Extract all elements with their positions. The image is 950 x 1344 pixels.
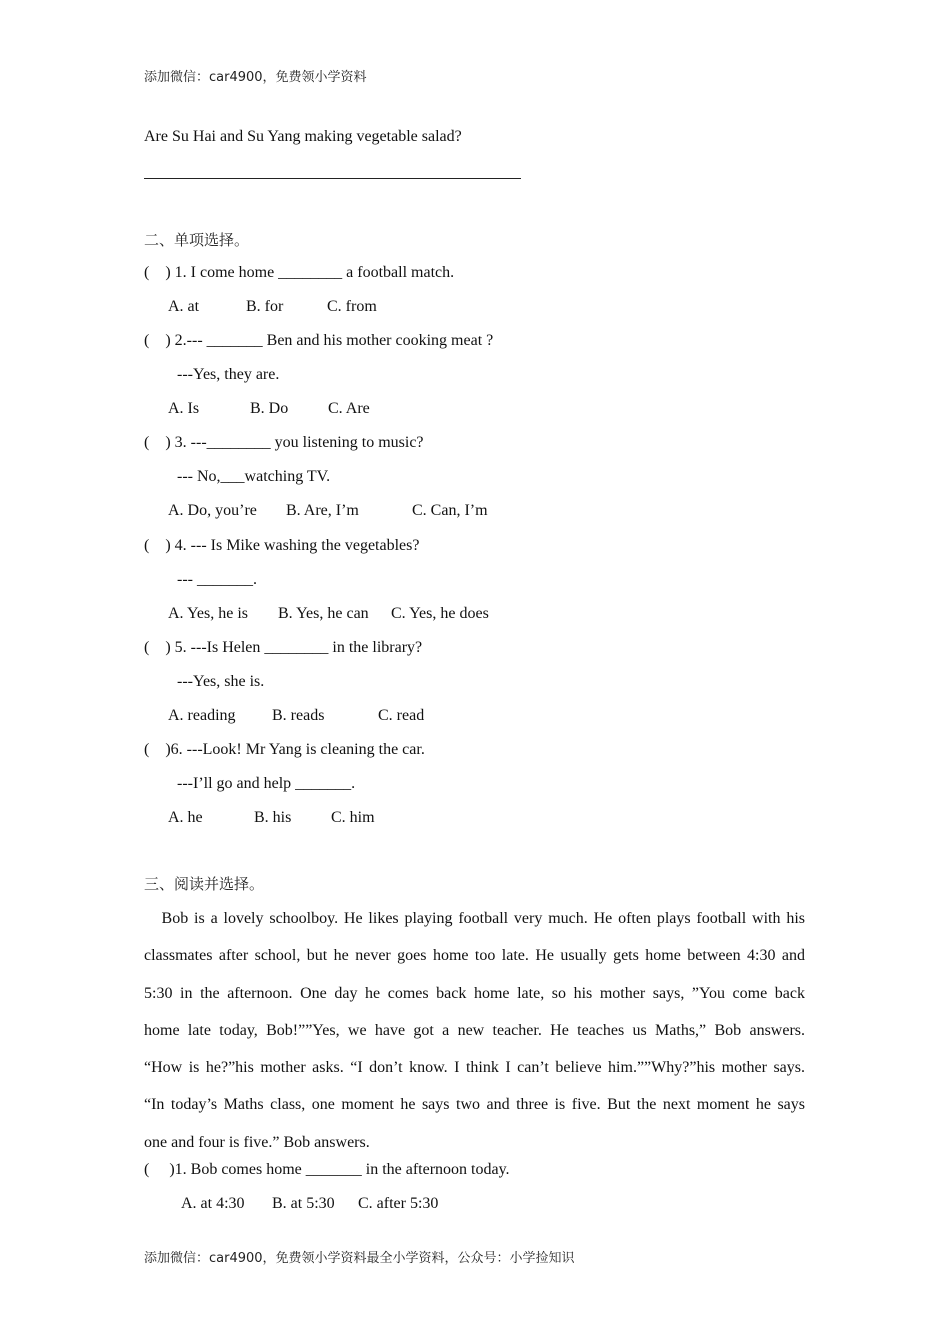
question-5-option-b: B. reads <box>272 707 325 724</box>
question-6-reply: ---I’ll go and help _______. <box>177 775 356 792</box>
question-5-option-a: A. reading <box>168 707 236 724</box>
question-2-stem: ( ) 2.--- _______ Ben and his mother cooking meat ? <box>144 332 494 349</box>
question-1-option-c: C. from <box>327 298 377 315</box>
question-3-option-a: A. Do, you’re <box>168 502 257 519</box>
question-2-reply: ---Yes, they are. <box>177 366 280 383</box>
question-6-option-b: B. his <box>254 809 292 826</box>
question-1-stem: ( ) 1. I come home ________ a football match. <box>144 264 455 281</box>
question-3-reply: --- No,___watching TV. <box>177 468 331 485</box>
top-question: Are Su Hai and Su Yang making vegetable salad? <box>144 128 462 145</box>
question-2-option-b: B. Do <box>250 400 289 417</box>
passage-line: “How is he?”his mother asks. “I don’t know. I think I can’t believe him.””Why?”his mother says. <box>144 1059 805 1077</box>
question-3-option-b: B. Are, I’m <box>286 502 359 519</box>
passage-line: classmates after school, but he never goes home too late. He usually gets home between 4:30 and <box>144 947 805 965</box>
question-2-option-a: A. Is <box>168 400 200 417</box>
question-5-stem: ( ) 5. ---Is Helen ________ in the library? <box>144 639 423 656</box>
reading-option-a: A. at 4:30 <box>181 1195 245 1212</box>
question-5-reply: ---Yes, she is. <box>177 673 265 690</box>
passage-line: one and four is five.” Bob answers. <box>144 1133 370 1151</box>
question-4-reply: --- _______. <box>177 571 257 588</box>
question-3-stem: ( ) 3. ---________ you listening to music? <box>144 434 424 451</box>
question-4-stem: ( ) 4. --- Is Mike washing the vegetables? <box>144 537 420 554</box>
question-4-option-c: C. Yes, he does <box>391 605 489 622</box>
question-5-option-c: C. read <box>378 707 425 724</box>
question-6-option-a: A. he <box>168 809 203 826</box>
passage-line: Bob is a lovely schoolboy. He likes playing football very much. He often plays football with his <box>144 910 805 927</box>
reading-passage <box>144 900 805 1161</box>
passage-line: 5:30 in the afternoon. One day he comes back home late, so his mother says, ”You come back <box>144 984 805 1002</box>
reading-question-1: ( )1. Bob comes home _______ in the afternoon today. <box>144 1161 510 1178</box>
reading-option-b: B. at 5:30 <box>272 1195 335 1212</box>
reading-option-c: C. after 5:30 <box>358 1195 439 1212</box>
question-1-option-b: B. for <box>246 298 284 315</box>
passage-line: home late today, Bob!””Yes, we have got a new teacher. He teaches us Maths,” Bob answers. <box>144 1021 805 1039</box>
answer-line <box>144 178 521 179</box>
passage-line: “In today’s Maths class, one moment he says two and three is five. But the next moment he says <box>144 1096 805 1114</box>
question-4-option-b: B. Yes, he can <box>278 605 369 622</box>
question-3-option-c: C. Can, I’m <box>412 502 488 519</box>
page-header: 添加微信：car4900，免费领小学资料 <box>144 70 367 85</box>
question-4-option-a: A. Yes, he is <box>168 605 249 622</box>
question-2-option-c: C. Are <box>328 400 370 417</box>
section3-title: 三、阅读并选择。 <box>144 875 265 893</box>
section2-title: 二、单项选择。 <box>144 231 250 249</box>
page-footer: 添加微信：car4900，免费领小学资料最全小学资料，公众号：小学捡知识 <box>144 1251 575 1266</box>
question-6-stem: ( )6. ---Look! Mr Yang is cleaning the car. <box>144 741 425 758</box>
question-6-option-c: C. him <box>331 809 375 826</box>
question-1-option-a: A. at <box>168 298 200 315</box>
